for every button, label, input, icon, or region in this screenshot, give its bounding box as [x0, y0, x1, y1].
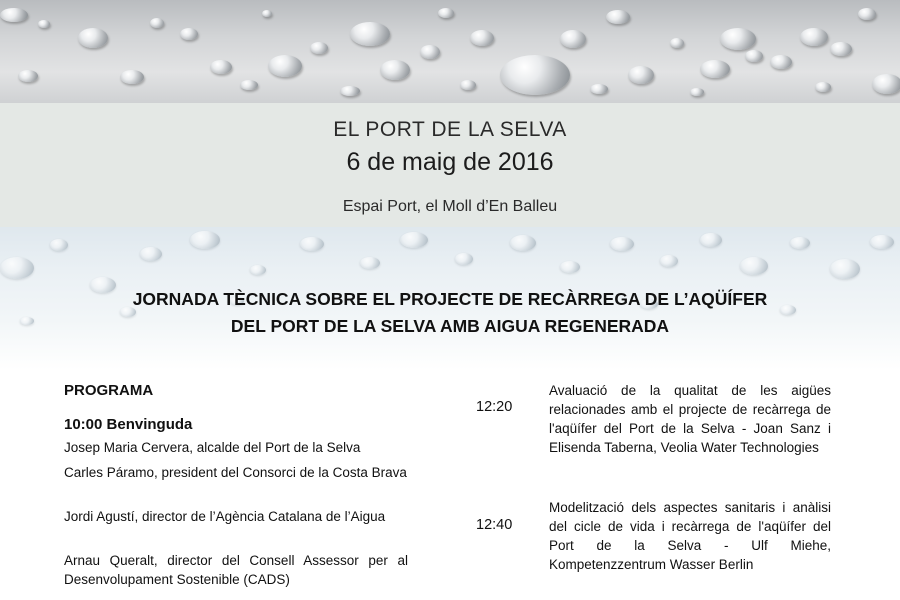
water-drop-decoration	[240, 80, 258, 90]
water-drop-decoration	[670, 38, 684, 48]
water-drop-decoration	[610, 237, 634, 251]
water-drop-decoration	[360, 257, 380, 269]
water-drop-decoration	[0, 8, 28, 22]
water-drop-decoration	[140, 247, 162, 261]
water-drop-decoration	[660, 255, 678, 267]
water-drop-decoration	[250, 265, 266, 275]
talk-time: 12:40	[476, 517, 513, 533]
water-drop-decoration	[210, 60, 232, 74]
water-drop-decoration	[460, 80, 476, 90]
water-drop-decoration	[268, 55, 302, 77]
event-info-band	[0, 103, 900, 227]
water-drop-decoration	[455, 253, 473, 265]
water-drop-decoration	[18, 70, 38, 82]
water-drop-decoration	[38, 20, 50, 28]
water-drop-decoration	[300, 237, 324, 251]
talk-time: 12:20	[476, 399, 513, 415]
speaker-item: Jordi Agustí, director de l’Agència Catalana de l’Aigua	[64, 509, 386, 524]
water-drop-decoration	[560, 30, 586, 48]
event-venue: Espai Port, el Moll d’En Balleu	[342, 198, 558, 215]
water-drop-decoration	[770, 55, 792, 69]
water-drop-decoration	[380, 60, 410, 80]
water-drop-decoration	[400, 232, 428, 248]
water-drop-decoration	[438, 8, 454, 18]
speaker-item: Josep Maria Cervera, alcalde del Port de la Selva	[64, 440, 361, 455]
water-drop-decoration	[628, 66, 654, 84]
speaker-item: Carles Páramo, president del Consorci de la Costa Brava	[64, 465, 407, 480]
water-drop-decoration	[420, 45, 440, 59]
water-drop-decoration	[606, 10, 630, 24]
water-drop-decoration	[745, 50, 763, 62]
talk-description: Modelització dels aspectes sanitaris i anàlisi del cicle de vida i recàrrega de l'aqüífer del Port de la Selva - Ulf Miehe, Kompetenzzentrum Wasser Berlin	[549, 500, 831, 572]
water-drop-decoration	[180, 28, 198, 40]
water-drop-decoration	[590, 84, 608, 94]
water-drops-banner-top	[0, 0, 900, 103]
water-drop-decoration	[700, 233, 722, 247]
water-drop-decoration	[560, 261, 580, 273]
water-drop-decoration	[830, 259, 860, 279]
event-location: EL PORT DE LA SELVA	[333, 118, 567, 141]
headline-line-2: DEL PORT DE LA SELVA AMB AIGUA REGENERADA	[230, 316, 670, 336]
water-drop-decoration	[470, 30, 494, 46]
event-date: 6 de maig de 2016	[346, 148, 554, 176]
water-drop-decoration	[340, 86, 360, 96]
water-drop-decoration	[500, 55, 570, 95]
water-drop-decoration	[858, 8, 876, 20]
water-drop-decoration	[350, 22, 390, 46]
talk-description: Avaluació de la qualitat de les aigües relacionades amb el projecte de recàrrega de l'aqüífer del Port de la Selva - Joan Sanz i Elisenda Taberna, Veolia Water Technologies	[549, 383, 831, 455]
water-drop-decoration	[262, 10, 272, 17]
water-drop-decoration	[510, 235, 536, 251]
water-drop-decoration	[740, 257, 768, 275]
water-drop-decoration	[872, 74, 900, 94]
program-title: PROGRAMA	[64, 382, 154, 399]
water-drop-decoration	[0, 257, 34, 279]
speaker-item: Arnau Queralt, director del Consell Assessor per al Desenvolupament Sostenible (CADS)	[64, 553, 408, 587]
water-drop-decoration	[830, 42, 852, 56]
water-drop-decoration	[700, 60, 730, 78]
water-drop-decoration	[78, 28, 108, 48]
headline-line-1: JORNADA TÈCNICA SOBRE EL PROJECTE DE RECÀRREGA DE L’AQÜÍFER	[132, 289, 768, 309]
water-drop-decoration	[690, 88, 704, 96]
water-drop-decoration	[815, 82, 831, 92]
water-drop-decoration	[870, 235, 894, 249]
water-drop-decoration	[50, 239, 68, 251]
event-headline	[0, 286, 900, 340]
water-drop-decoration	[150, 18, 164, 28]
water-drop-decoration	[120, 70, 144, 84]
water-drop-decoration	[310, 42, 328, 54]
welcome-session: 10:00 Benvinguda	[64, 416, 193, 433]
water-drop-decoration	[190, 231, 220, 249]
water-drop-decoration	[800, 28, 828, 46]
water-drop-decoration	[790, 237, 810, 249]
water-drop-decoration	[720, 28, 756, 50]
